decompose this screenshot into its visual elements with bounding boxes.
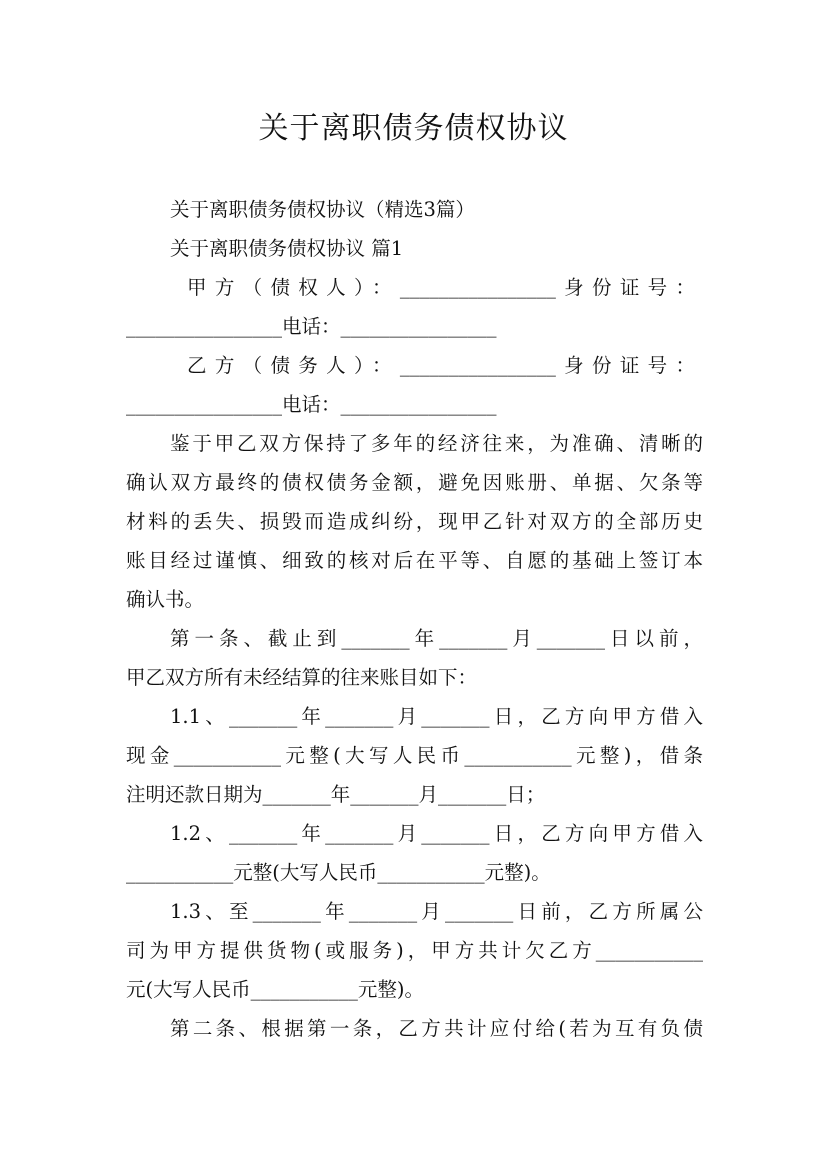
clause-1-1-line: 1.1、_______年_______月_______日，乙方向甲方借入: [170, 705, 703, 728]
clause-1-2-line: ___________元整(大写人民币___________元整)。: [126, 861, 551, 884]
clause-1-3-line: 1.3、至_______年_______月_______日前，乙方所属公: [170, 900, 703, 923]
party-b-phone-line: ________________电话：________________: [126, 393, 497, 416]
article-1-line: 第一条、截止到_______年_______月_______日以前，: [170, 627, 703, 650]
subtitle-line: 关于离职债务债权协议（精选3篇）: [170, 198, 475, 221]
clause-1-2-line: 1.2、_______年_______月_______日，乙方向甲方借入: [170, 822, 703, 845]
party-a-phone-line: ________________电话：________________: [126, 315, 497, 338]
paragraph-line: 账目经过谨慎、细致的核对后在平等、自愿的基础上签订本: [126, 549, 703, 572]
party-a-line: 甲方（债权人）：________________身份证号：: [187, 276, 695, 299]
clause-1-3-line: 司为甲方提供货物(或服务)，甲方共计欠乙方___________: [126, 939, 703, 962]
party-b-line: 乙方（债务人）：________________身份证号：: [187, 354, 695, 377]
document-title: 关于离职债务债权协议: [258, 111, 569, 146]
paragraph-line: 材料的丢失、损毁而造成纠纷，现甲乙针对双方的全部历史: [126, 510, 703, 533]
paragraph-line: 确认双方最终的债权债务金额，避免因账册、单据、欠条等: [126, 471, 703, 494]
clause-1-1-line: 现金___________元整(大写人民币___________元整)，借条: [126, 744, 703, 767]
article-2-line: 第二条、根据第一条，乙方共计应付给(若为互有负债: [170, 1017, 703, 1040]
section-heading: 关于离职债务债权协议 篇1: [170, 237, 404, 260]
paragraph-line: 鉴于甲乙双方保持了多年的经济往来，为准确、清晰的: [170, 432, 703, 455]
clause-1-3-line: 元(大写人民币___________元整)。: [126, 978, 424, 1001]
paragraph-line: 确认书。: [126, 588, 205, 611]
article-1-line: 甲乙双方所有未经结算的往来账目如下：: [126, 666, 478, 689]
clause-1-1-line: 注明还款日期为_______年_______月_______日；: [126, 783, 546, 806]
